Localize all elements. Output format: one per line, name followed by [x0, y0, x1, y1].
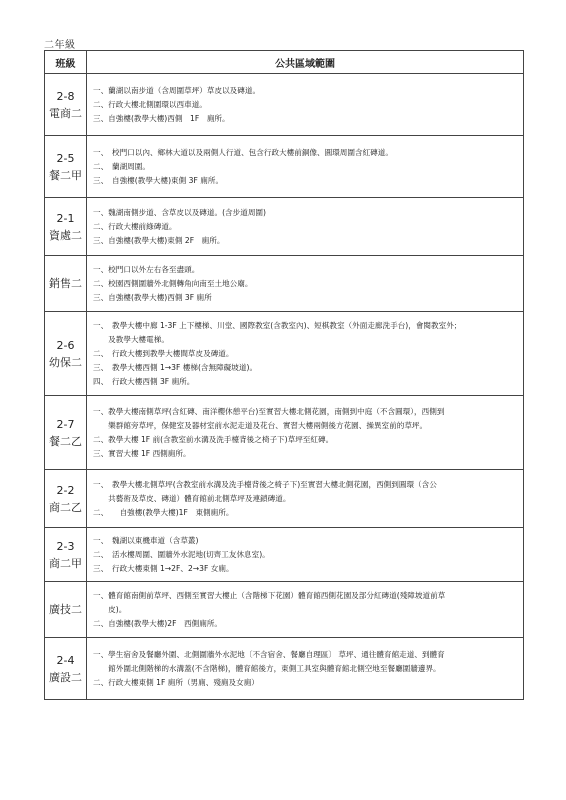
header-area: 公共區域範圍 [87, 51, 524, 74]
class-name: 商二乙 [49, 500, 82, 514]
header-class: 班級 [45, 51, 87, 74]
class-code: 2-2 [56, 483, 75, 497]
class-code: 2-4 [56, 653, 75, 667]
area-line: 二、教學大樓 1F 前(含教室前水溝及洗手檯背後之椅子下)草坪至紅磚。 [93, 434, 334, 444]
area-line: 三、自強樓(教學大樓)西側 3F 廁所 [93, 292, 212, 302]
area-line: 二、 蘭湖周圍。 [93, 161, 150, 171]
area-line: 三、實習大樓 1F 西側廁所。 [93, 448, 191, 458]
area-line: 二、 活水樓周圍、圍牆外水泥地(切齊工友休息室)。 [93, 549, 270, 559]
area-line: 一、 教學大樓中廊 1-3F 上下樓梯、川堂、國際教室(含教室內)、短棋教室（外面走廊洗手台)，會閱教室外； [93, 320, 462, 330]
area-line: 皮)。 [93, 604, 127, 614]
area-line: 四、 行政大樓西側 3F 廁所。 [93, 376, 195, 386]
area-line: 一、 教學大樓北側草坪(含教室前水溝及洗手檯背後之椅子下)至實習大樓北側花園，西側到圓環（含公 [93, 479, 437, 489]
area-cell [87, 198, 524, 256]
area-line: 一、蘭湖以南步道（含周圍草坪）草皮以及磚道。 [93, 85, 261, 95]
area-line: 三、自強樓(教學大樓)東側 2F 廁所。 [93, 235, 225, 245]
table-header-row [45, 51, 524, 74]
class-cell [45, 528, 87, 582]
table-row [45, 470, 524, 528]
area-cell [87, 136, 524, 198]
class-code: 2-7 [56, 417, 75, 431]
class-cell [45, 638, 87, 700]
table-row [45, 136, 524, 198]
class-cell [45, 198, 87, 256]
class-code: 2-1 [56, 211, 75, 225]
area-cell [87, 74, 524, 136]
area-line: 及教學大樓電梯。 [93, 334, 169, 344]
table-row [45, 582, 524, 638]
class-name: 餐二甲 [49, 168, 82, 182]
class-name: 廣設二 [49, 670, 82, 684]
class-code: 2-8 [56, 89, 75, 103]
class-cell [45, 312, 87, 396]
area-line: 二、行政大樓東側 1F 廁所（男廁、殘廁及女廁） [93, 677, 259, 687]
table-row [45, 74, 524, 136]
area-cell [87, 312, 524, 396]
area-line: 二、 行政大樓到教學大樓間草皮及磚道。 [93, 348, 234, 358]
class-cell [45, 136, 87, 198]
area-cell [87, 256, 524, 312]
class-code: 2-3 [56, 539, 75, 553]
area-line: 一、校門口以外左右各至盡頭。 [93, 264, 200, 274]
table-row [45, 312, 524, 396]
area-line: 共藝術及草皮、磚道）體育館前北側草坪及連鎖磚道。 [93, 493, 291, 503]
area-line: 館外圍北側階梯的水溝蓋(不含階梯)，體育館後方，東側工具室與體育館北側空地至餐廳圍牆邊界。 [93, 663, 441, 673]
class-code: 2-5 [56, 151, 75, 165]
area-line: 一、 校門口以內、鄉林大道以及兩側人行道、包含行政大樓前銅像、圓環周圍含紅磚道。 [93, 147, 393, 157]
table-row [45, 528, 524, 582]
area-line: 一、學生宿舍及餐廳外圍、北側圍牆外水泥地〔不含宿舍、餐廳自理區〕 草坪、通往體育館走道、到體育 [93, 649, 445, 659]
table-row [45, 256, 524, 312]
area-line: 三、 行政大樓東側 1→2F、2→3F 女廁。 [93, 563, 234, 573]
area-line: 三、 教學大樓西側 1→3F 樓梯(含無障礙坡道)。 [93, 362, 258, 372]
class-name: 資處二 [49, 228, 82, 242]
class-cell [45, 582, 87, 638]
class-name: 幼保二 [49, 355, 82, 369]
table-row [45, 198, 524, 256]
area-cell [87, 470, 524, 528]
area-line: 二、自強樓(教學大樓)2F 西側廁所。 [93, 618, 223, 628]
area-cell [87, 638, 524, 700]
area-line: 二、行政大樓北側圍環以西車道。 [93, 99, 207, 109]
class-code: 2-6 [56, 338, 75, 352]
area-cell [87, 396, 524, 470]
area-cell [87, 582, 524, 638]
class-name: 銷售二 [49, 277, 82, 290]
area-line: 二、行政大樓前綠磚道。 [93, 221, 177, 231]
table-row [45, 396, 524, 470]
area-line: 一、魏湖南側步道、含草皮以及磚道。(含步道周圍) [93, 207, 266, 217]
table-body [45, 74, 524, 700]
class-name: 廣技二 [49, 603, 82, 616]
area-line: 二、校園西側圍牆外北側轉角向南至土地公廟。 [93, 278, 253, 288]
area-line: 三、 自強樓(教學大樓)東側 3F 廁所。 [93, 175, 224, 185]
grade-label: 二年級 [44, 40, 76, 51]
cleaning-area-table [44, 50, 524, 700]
class-cell [45, 396, 87, 470]
area-line: 三、自強樓(教學大樓)西側 1F 廁所。 [93, 113, 230, 123]
class-cell [45, 470, 87, 528]
class-cell [45, 74, 87, 136]
area-line: 樂群館旁草坪，保健室及器材室前水泥走道及花台、實習大樓兩側後方花園、操異室前的草坪。 [93, 420, 428, 430]
area-cell [87, 528, 524, 582]
class-cell [45, 256, 87, 312]
area-line: 二、 自強樓(教學大樓)1F 東側廁所。 [93, 507, 234, 517]
table-row [45, 638, 524, 700]
area-line: 一、體育館南側前草坪、西側至實習大樓止（含階梯下花園）體育館西側花園及部分紅磚道(殘障坡道前草 [93, 590, 446, 600]
class-name: 餐二乙 [49, 434, 82, 448]
class-name: 商二甲 [49, 556, 82, 570]
area-line: 一、教學大樓南側草坪(含紅磚、南洋櫻休憩平台)至實習大樓北側花園，南側到中庭（不含圓環），西側到 [93, 406, 445, 416]
area-line: 一、 魏湖以東機車道（含草叢) [93, 535, 199, 545]
class-name: 電商二 [49, 106, 82, 120]
